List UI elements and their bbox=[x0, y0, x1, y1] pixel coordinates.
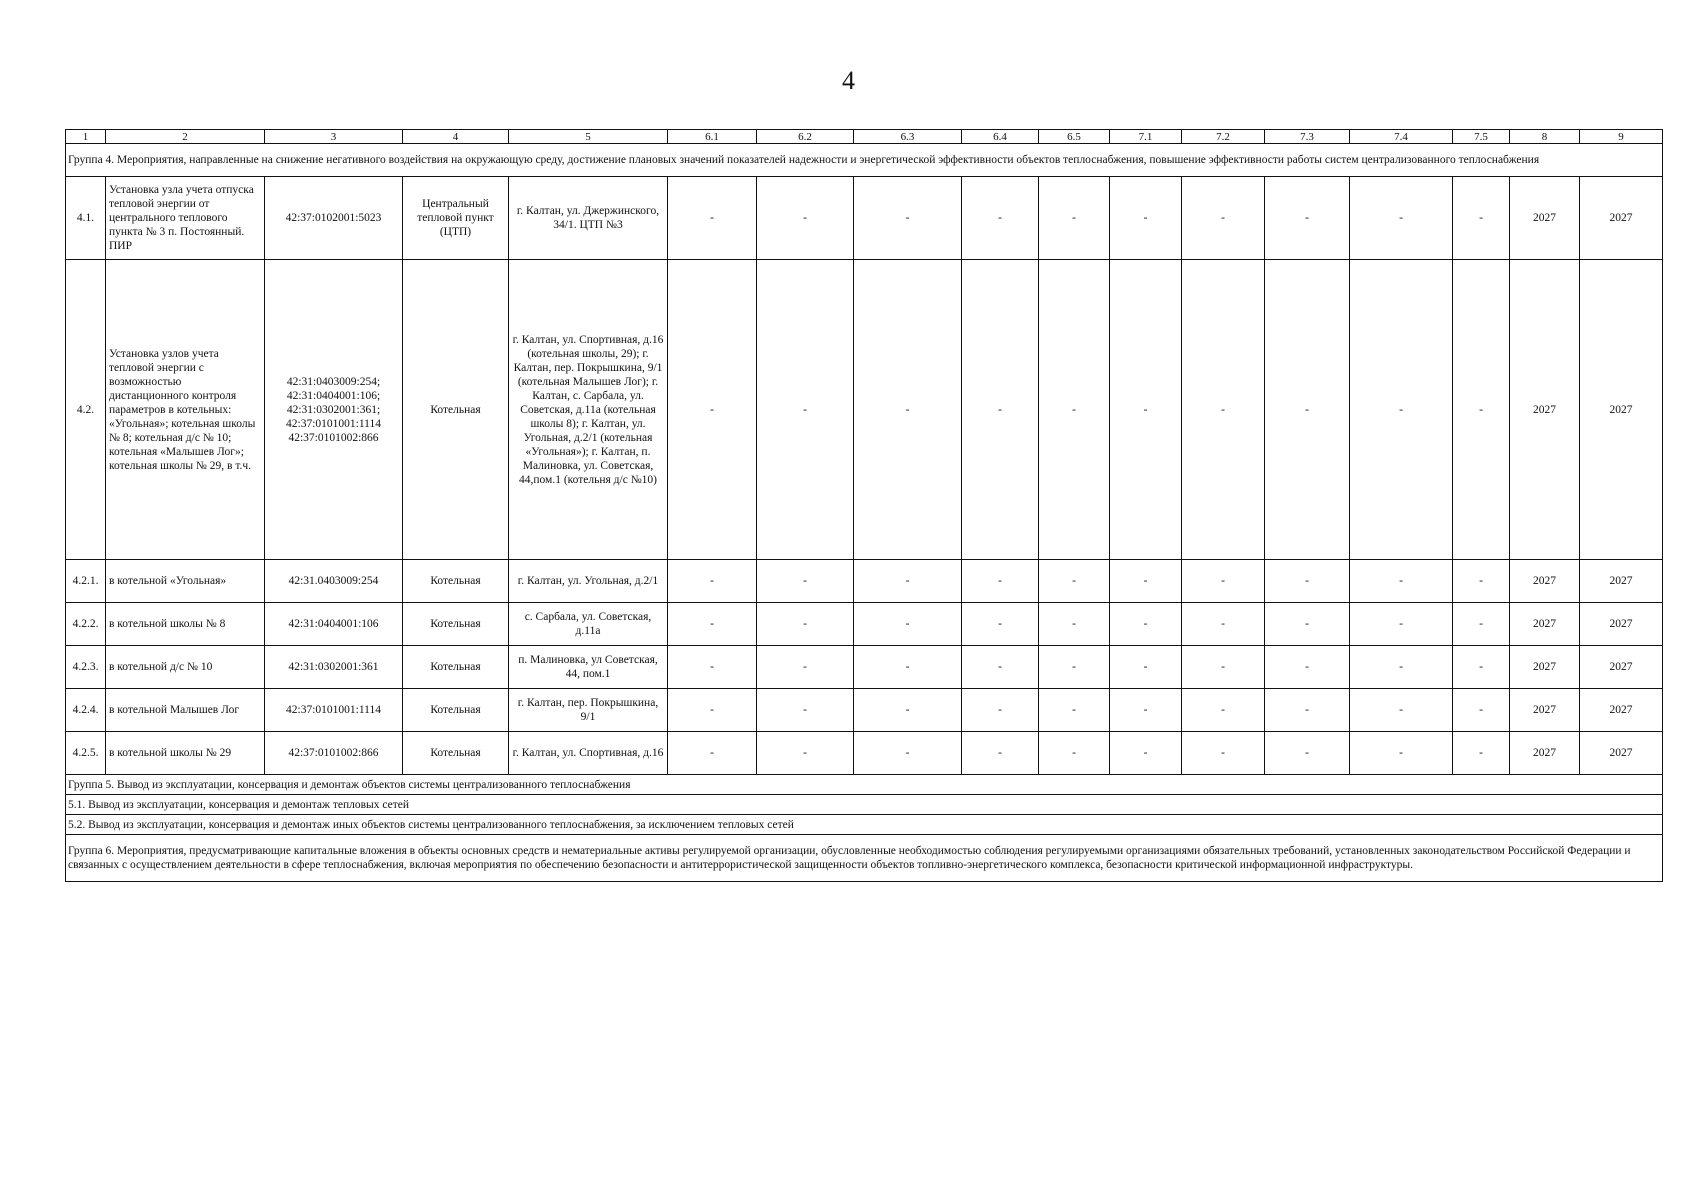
value-cell: - bbox=[1265, 260, 1350, 560]
cadastral-number: 42:31:0404001:106 bbox=[265, 603, 403, 646]
end-year: 2027 bbox=[1580, 560, 1663, 603]
value-cell: - bbox=[962, 603, 1039, 646]
value-cell: - bbox=[1182, 732, 1265, 775]
value-cell: - bbox=[1039, 603, 1110, 646]
value-cell: - bbox=[1182, 177, 1265, 260]
start-year: 2027 bbox=[1510, 603, 1580, 646]
table-row bbox=[66, 732, 1663, 775]
column-header: 7.2 bbox=[1182, 130, 1265, 144]
value-cell: - bbox=[1265, 603, 1350, 646]
value-cell: - bbox=[757, 260, 854, 560]
value-cell: - bbox=[668, 260, 757, 560]
value-cell: - bbox=[1182, 603, 1265, 646]
value-cell: - bbox=[1453, 603, 1510, 646]
group-row bbox=[66, 815, 1663, 835]
value-cell: - bbox=[1453, 732, 1510, 775]
value-cell: - bbox=[668, 177, 757, 260]
value-cell: - bbox=[1182, 260, 1265, 560]
value-cell: - bbox=[854, 560, 962, 603]
end-year: 2027 bbox=[1580, 260, 1663, 560]
value-cell: - bbox=[854, 646, 962, 689]
value-cell: - bbox=[1265, 646, 1350, 689]
object-type: Котельная bbox=[403, 689, 509, 732]
object-address: г. Калтан, ул. Спортивная, д.16 bbox=[509, 732, 668, 775]
cadastral-number: 42:37:0101001:1114 bbox=[265, 689, 403, 732]
measure-name: в котельной школы № 29 bbox=[106, 732, 265, 775]
measure-name: в котельной Малышев Лог bbox=[106, 689, 265, 732]
cadastral-number: 42:31:0302001:361 bbox=[265, 646, 403, 689]
value-cell: - bbox=[1039, 646, 1110, 689]
column-header: 3 bbox=[265, 130, 403, 144]
value-cell: - bbox=[1039, 560, 1110, 603]
column-header: 9 bbox=[1580, 130, 1663, 144]
group-6-title: Группа 6. Мероприятия, предусматривающие капитальные вложения в объекты основных средств и нематериальные активы регулируемой организации, обусловленные необходимостью соблюдения регулируемыми организациями обязательных требований, установленных законодательством Российской Федерации и связанных с осуществлением деятельности в сфере теплоснабжения, включая мероприятия по обеспечению безопасности и антитеррористической защищенности объектов топливно-энергетического комплекса, безопасности критической информационной инфраструктуры. bbox=[66, 835, 1663, 882]
value-cell: - bbox=[1265, 560, 1350, 603]
group-row bbox=[66, 775, 1663, 795]
row-number: 4.1. bbox=[66, 177, 106, 260]
column-header: 5 bbox=[509, 130, 668, 144]
table-row bbox=[66, 603, 1663, 646]
value-cell: - bbox=[668, 689, 757, 732]
investment-program-table bbox=[65, 129, 1663, 882]
value-cell: - bbox=[1039, 689, 1110, 732]
value-cell: - bbox=[962, 177, 1039, 260]
measure-name: Установка узла учета отпуска тепловой энергии от центрального теплового пункта № 3 п. Постоянный. ПИР bbox=[106, 177, 265, 260]
start-year: 2027 bbox=[1510, 560, 1580, 603]
end-year: 2027 bbox=[1580, 732, 1663, 775]
value-cell: - bbox=[668, 732, 757, 775]
table-row bbox=[66, 560, 1663, 603]
table-row bbox=[66, 260, 1663, 560]
column-header: 7.1 bbox=[1110, 130, 1182, 144]
column-header: 7.4 bbox=[1350, 130, 1453, 144]
value-cell: - bbox=[1350, 560, 1453, 603]
value-cell: - bbox=[1453, 689, 1510, 732]
subgroup-5-1-title: 5.1. Вывод из эксплуатации, консервация и демонтаж тепловых сетей bbox=[66, 795, 1663, 815]
object-address: г. Калтан, ул. Угольная, д.2/1 bbox=[509, 560, 668, 603]
value-cell: - bbox=[1265, 689, 1350, 732]
object-address: с. Сарбала, ул. Советская, д.11а bbox=[509, 603, 668, 646]
object-address: п. Малиновка, ул Советская, 44, пом.1 bbox=[509, 646, 668, 689]
group-row bbox=[66, 795, 1663, 815]
column-header: 6.3 bbox=[854, 130, 962, 144]
value-cell: - bbox=[1350, 689, 1453, 732]
value-cell: - bbox=[1039, 260, 1110, 560]
row-number: 4.2.3. bbox=[66, 646, 106, 689]
value-cell: - bbox=[1453, 560, 1510, 603]
value-cell: - bbox=[1110, 603, 1182, 646]
value-cell: - bbox=[1350, 603, 1453, 646]
value-cell: - bbox=[854, 177, 962, 260]
column-header: 6.4 bbox=[962, 130, 1039, 144]
object-address: г. Калтан, ул. Джержинского, 34/1. ЦТП №3 bbox=[509, 177, 668, 260]
value-cell: - bbox=[757, 603, 854, 646]
value-cell: - bbox=[1265, 177, 1350, 260]
value-cell: - bbox=[962, 560, 1039, 603]
row-number: 4.2. bbox=[66, 260, 106, 560]
value-cell: - bbox=[854, 603, 962, 646]
value-cell: - bbox=[757, 689, 854, 732]
object-type: Котельная bbox=[403, 646, 509, 689]
table-row bbox=[66, 689, 1663, 732]
start-year: 2027 bbox=[1510, 732, 1580, 775]
value-cell: - bbox=[1110, 177, 1182, 260]
object-type: Котельная bbox=[403, 603, 509, 646]
object-type: Котельная bbox=[403, 260, 509, 560]
cadastral-number: 42:31:0403009:254; 42:31:0404001:106; 42:31:0302001:361; 42:37:0101001:1114 42:37:0101002:866 bbox=[265, 260, 403, 560]
value-cell: - bbox=[1350, 732, 1453, 775]
value-cell: - bbox=[1453, 646, 1510, 689]
value-cell: - bbox=[1039, 732, 1110, 775]
end-year: 2027 bbox=[1580, 689, 1663, 732]
value-cell: - bbox=[1110, 260, 1182, 560]
value-cell: - bbox=[668, 646, 757, 689]
value-cell: - bbox=[1350, 646, 1453, 689]
cadastral-number: 42:31.0403009:254 bbox=[265, 560, 403, 603]
row-number: 4.2.5. bbox=[66, 732, 106, 775]
value-cell: - bbox=[854, 732, 962, 775]
value-cell: - bbox=[854, 260, 962, 560]
value-cell: - bbox=[1350, 177, 1453, 260]
value-cell: - bbox=[1453, 177, 1510, 260]
column-header: 2 bbox=[106, 130, 265, 144]
page-number: 4 bbox=[842, 66, 855, 95]
measure-name: в котельной д/с № 10 bbox=[106, 646, 265, 689]
table-row bbox=[66, 177, 1663, 260]
measure-name: Установка узлов учета тепловой энергии с возможностью дистанционного контроля параметров в котельных: «Угольная»; котельная школы № 8; котельная д/с № 10; котельная «Малышев Лог»; котельная школы № 29, в т.ч. bbox=[106, 260, 265, 560]
column-header: 8 bbox=[1510, 130, 1580, 144]
row-number: 4.2.4. bbox=[66, 689, 106, 732]
end-year: 2027 bbox=[1580, 603, 1663, 646]
column-header: 7.3 bbox=[1265, 130, 1350, 144]
value-cell: - bbox=[962, 689, 1039, 732]
value-cell: - bbox=[962, 732, 1039, 775]
group-5-title: Группа 5. Вывод из эксплуатации, консервация и демонтаж объектов системы централизованного теплоснабжения bbox=[66, 775, 1663, 795]
value-cell: - bbox=[1110, 560, 1182, 603]
group-row bbox=[66, 144, 1663, 177]
value-cell: - bbox=[962, 646, 1039, 689]
start-year: 2027 bbox=[1510, 260, 1580, 560]
value-cell: - bbox=[1182, 689, 1265, 732]
subgroup-5-2-title: 5.2. Вывод из эксплуатации, консервация и демонтаж иных объектов системы централизованного теплоснабжения, за исключением тепловых сетей bbox=[66, 815, 1663, 835]
value-cell: - bbox=[854, 689, 962, 732]
object-address: г. Калтан, пер. Покрышкина, 9/1 bbox=[509, 689, 668, 732]
value-cell: - bbox=[1265, 732, 1350, 775]
value-cell: - bbox=[1110, 732, 1182, 775]
value-cell: - bbox=[668, 560, 757, 603]
object-address: г. Калтан, ул. Спортивная, д.16 (котельная школы, 29); г. Калтан, пер. Покрышкина, 9/1 (котельная Малышев Лог); г. Калтан, с. Сарбала, ул. Советская, д.11а (котельная школы 8); г. Калтан, ул. Угольная, д.2/1 (котельная «Угольная»); г. Калтан, п. Малиновка, ул. Советская, 44,пом.1 (котельня д/с №10) bbox=[509, 260, 668, 560]
measure-name: в котельной «Угольная» bbox=[106, 560, 265, 603]
cadastral-number: 42:37:0102001:5023 bbox=[265, 177, 403, 260]
column-header: 1 bbox=[66, 130, 106, 144]
column-header: 6.1 bbox=[668, 130, 757, 144]
object-type: Котельная bbox=[403, 560, 509, 603]
column-header: 4 bbox=[403, 130, 509, 144]
value-cell: - bbox=[1350, 260, 1453, 560]
value-cell: - bbox=[757, 732, 854, 775]
group-4-title: Группа 4. Мероприятия, направленные на снижение негативного воздействия на окружающую среду, достижение плановых значений показателей надежности и энергетической эффективности объектов теплоснабжения, повышение эффективности работы систем централизованного теплоснабжения bbox=[66, 144, 1663, 177]
end-year: 2027 bbox=[1580, 177, 1663, 260]
object-type: Центральный тепловой пункт (ЦТП) bbox=[403, 177, 509, 260]
start-year: 2027 bbox=[1510, 646, 1580, 689]
value-cell: - bbox=[757, 177, 854, 260]
value-cell: - bbox=[757, 560, 854, 603]
start-year: 2027 bbox=[1510, 689, 1580, 732]
table-row bbox=[66, 646, 1663, 689]
value-cell: - bbox=[1182, 560, 1265, 603]
row-number: 4.2.2. bbox=[66, 603, 106, 646]
value-cell: - bbox=[1453, 260, 1510, 560]
value-cell: - bbox=[962, 260, 1039, 560]
column-header: 7.5 bbox=[1453, 130, 1510, 144]
value-cell: - bbox=[668, 603, 757, 646]
object-type: Котельная bbox=[403, 732, 509, 775]
column-header: 6.5 bbox=[1039, 130, 1110, 144]
value-cell: - bbox=[757, 646, 854, 689]
row-number: 4.2.1. bbox=[66, 560, 106, 603]
value-cell: - bbox=[1110, 689, 1182, 732]
group-row bbox=[66, 835, 1663, 882]
measure-name: в котельной школы № 8 bbox=[106, 603, 265, 646]
value-cell: - bbox=[1039, 177, 1110, 260]
end-year: 2027 bbox=[1580, 646, 1663, 689]
column-header: 6.2 bbox=[757, 130, 854, 144]
column-number-row bbox=[66, 130, 1663, 144]
value-cell: - bbox=[1182, 646, 1265, 689]
cadastral-number: 42:37:0101002:866 bbox=[265, 732, 403, 775]
start-year: 2027 bbox=[1510, 177, 1580, 260]
value-cell: - bbox=[1110, 646, 1182, 689]
